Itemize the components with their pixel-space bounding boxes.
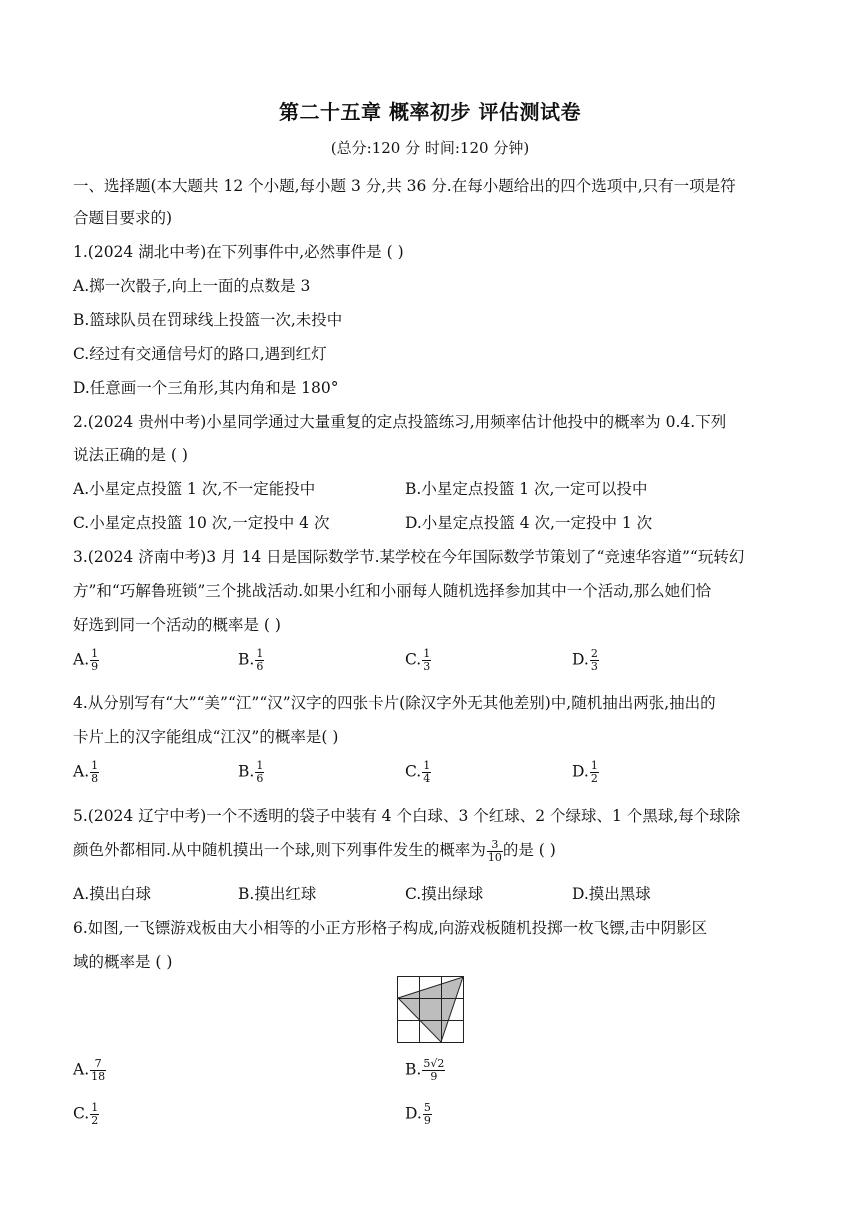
option-label: C. xyxy=(73,1104,90,1123)
section-instructions-line1: 一、选择题(本大题共 12 个小题,每小题 3 分,共 36 分.在每小题给出的四个选项中,只有一项是符 xyxy=(73,177,736,195)
q3-stem-line3: 好选到同一个活动的概率是 ( ) xyxy=(73,616,281,634)
q6-stem-line1: 6.如图,一飞镖游戏板由大小相等的小正方形格子构成,向游戏板随机投掷一枚飞镖,击中阴影区 xyxy=(73,919,708,937)
denominator: 18 xyxy=(91,1070,106,1083)
q2-option-b: B.小星定点投篮 1 次,一定可以投中 xyxy=(405,480,648,498)
option-label: B. xyxy=(405,1060,422,1079)
option-label: D. xyxy=(405,1104,422,1123)
denominator: 9 xyxy=(91,660,99,673)
q6-option-b xyxy=(405,1058,445,1083)
q4-stem-line1: 4.从分别写有“大”“美”“江”“汉”汉字的四张卡片(除汉字外无其他差别)中,随机抽出两张,抽出的 xyxy=(73,694,716,712)
option-label: D. xyxy=(572,762,589,781)
q5-stem-line1: 5.(2024 辽宁中考)一个不透明的袋子中装有 4 个白球、3 个红球、2 个绿球、1 个黑球,每个球除 xyxy=(73,807,741,825)
q5-option-a: A.摸出白球 xyxy=(73,885,152,903)
page-title: 第二十五章 概率初步 评估测试卷 xyxy=(279,100,581,124)
numerator: 1 xyxy=(91,647,99,660)
q1-option-d: D.任意画一个三角形,其内角和是 180° xyxy=(73,379,339,397)
q2-option-d: D.小星定点投篮 4 次,一定投中 1 次 xyxy=(405,514,653,532)
fraction xyxy=(90,648,99,673)
fraction xyxy=(422,760,431,785)
fraction xyxy=(487,839,503,864)
q5-option-c: C.摸出绿球 xyxy=(405,885,484,903)
q6-option-a xyxy=(73,1058,106,1083)
fraction xyxy=(422,648,431,673)
q2-option-c: C.小星定点投篮 10 次,一定投中 4 次 xyxy=(73,514,330,532)
numerator: 2 xyxy=(590,647,598,660)
denominator: 2 xyxy=(590,772,598,785)
q1-option-c: C.经过有交通信号灯的路口,遇到红灯 xyxy=(73,345,327,363)
fraction xyxy=(90,1058,106,1083)
fraction xyxy=(590,760,599,785)
denominator: 2 xyxy=(91,1114,99,1127)
q3-option-d xyxy=(572,648,599,673)
q3-option-c xyxy=(405,648,431,673)
numerator: 7 xyxy=(90,1058,106,1071)
q4-option-b xyxy=(238,760,264,785)
option-label: A. xyxy=(73,650,90,669)
fraction xyxy=(590,648,599,673)
section-instructions-line2: 合题目要求的) xyxy=(73,209,173,227)
denominator: 8 xyxy=(91,772,99,785)
page-subtitle: (总分:120 分 时间:120 分钟) xyxy=(330,139,530,157)
q5-option-b: B.摸出红球 xyxy=(238,885,317,903)
q1-option-b: B.篮球队员在罚球线上投篮一次,未投中 xyxy=(73,311,343,329)
option-label: C. xyxy=(405,762,422,781)
q4-stem-line2: 卡片上的汉字能组成“江汉”的概率是( ) xyxy=(73,728,339,746)
q5-option-d: D.摸出黑球 xyxy=(572,885,651,903)
option-label: B. xyxy=(238,762,255,781)
q3-stem-line2: 方”和“巧解鲁班锁”三个挑战活动.如果小红和小丽每人随机选择参加其中一个活动,那么她们恰 xyxy=(73,582,712,600)
numerator: 1 xyxy=(256,647,264,660)
fraction xyxy=(255,648,264,673)
q6-stem-line2: 域的概率是 ( ) xyxy=(73,953,173,971)
fraction xyxy=(90,1102,99,1127)
numerator: 1 xyxy=(423,759,431,772)
fraction xyxy=(422,1058,445,1083)
q1-stem: 1.(2024 湖北中考)在下列事件中,必然事件是 ( ) xyxy=(73,243,404,261)
denominator: 9 xyxy=(423,1114,431,1127)
fraction xyxy=(255,760,264,785)
numerator: 5 xyxy=(423,1101,431,1114)
q2-stem-line1: 2.(2024 贵州中考)小星同学通过大量重复的定点投篮练习,用频率估计他投中的概率为 0.4.下列 xyxy=(73,413,727,431)
q4-option-c xyxy=(405,760,431,785)
option-label: D. xyxy=(572,650,589,669)
q4-option-d xyxy=(572,760,599,785)
denominator: 3 xyxy=(423,660,431,673)
numerator: 1 xyxy=(91,1101,99,1114)
denominator: 6 xyxy=(256,660,264,673)
denominator: 9 xyxy=(430,1070,438,1083)
option-label: A. xyxy=(73,762,90,781)
q4-option-a xyxy=(73,760,99,785)
numerator: 5√2 xyxy=(423,1057,445,1070)
fraction xyxy=(423,1102,432,1127)
denominator: 10 xyxy=(487,850,502,864)
numerator: 1 xyxy=(590,759,598,772)
denominator: 4 xyxy=(423,772,431,785)
q5-stem-text-a: 颜色外都相同.从中随机摸出一个球,则下列事件发生的概率为 xyxy=(73,841,486,859)
q3-option-a xyxy=(73,648,99,673)
numerator: 1 xyxy=(256,759,264,772)
q3-stem-line1: 3.(2024 济南中考)3 月 14 日是国际数学节.某学校在今年国际数学节策划了“竞速华容道”“玩转幻 xyxy=(73,548,745,566)
denominator: 6 xyxy=(256,772,264,785)
q1-option-a: A.掷一次骰子,向上一面的点数是 3 xyxy=(73,277,311,295)
numerator: 3 xyxy=(487,839,503,852)
q3-option-b xyxy=(238,648,264,673)
q2-option-a: A.小星定点投篮 1 次,不一定能投中 xyxy=(73,480,316,498)
numerator: 1 xyxy=(423,647,431,660)
q6-option-c xyxy=(73,1102,99,1127)
q2-stem-line2: 说法正确的是 ( ) xyxy=(73,446,188,464)
shaded-triangle xyxy=(398,977,463,1042)
numerator: 1 xyxy=(91,759,99,772)
fraction xyxy=(90,760,99,785)
dartboard-figure xyxy=(397,976,465,1044)
option-label: C. xyxy=(405,650,422,669)
q5-stem-text-b: 的是 ( ) xyxy=(502,841,556,859)
denominator: 3 xyxy=(590,660,598,673)
option-label: B. xyxy=(238,650,255,669)
q5-stem-line2 xyxy=(73,838,556,864)
q6-option-d xyxy=(405,1102,432,1127)
option-label: A. xyxy=(73,1060,90,1079)
